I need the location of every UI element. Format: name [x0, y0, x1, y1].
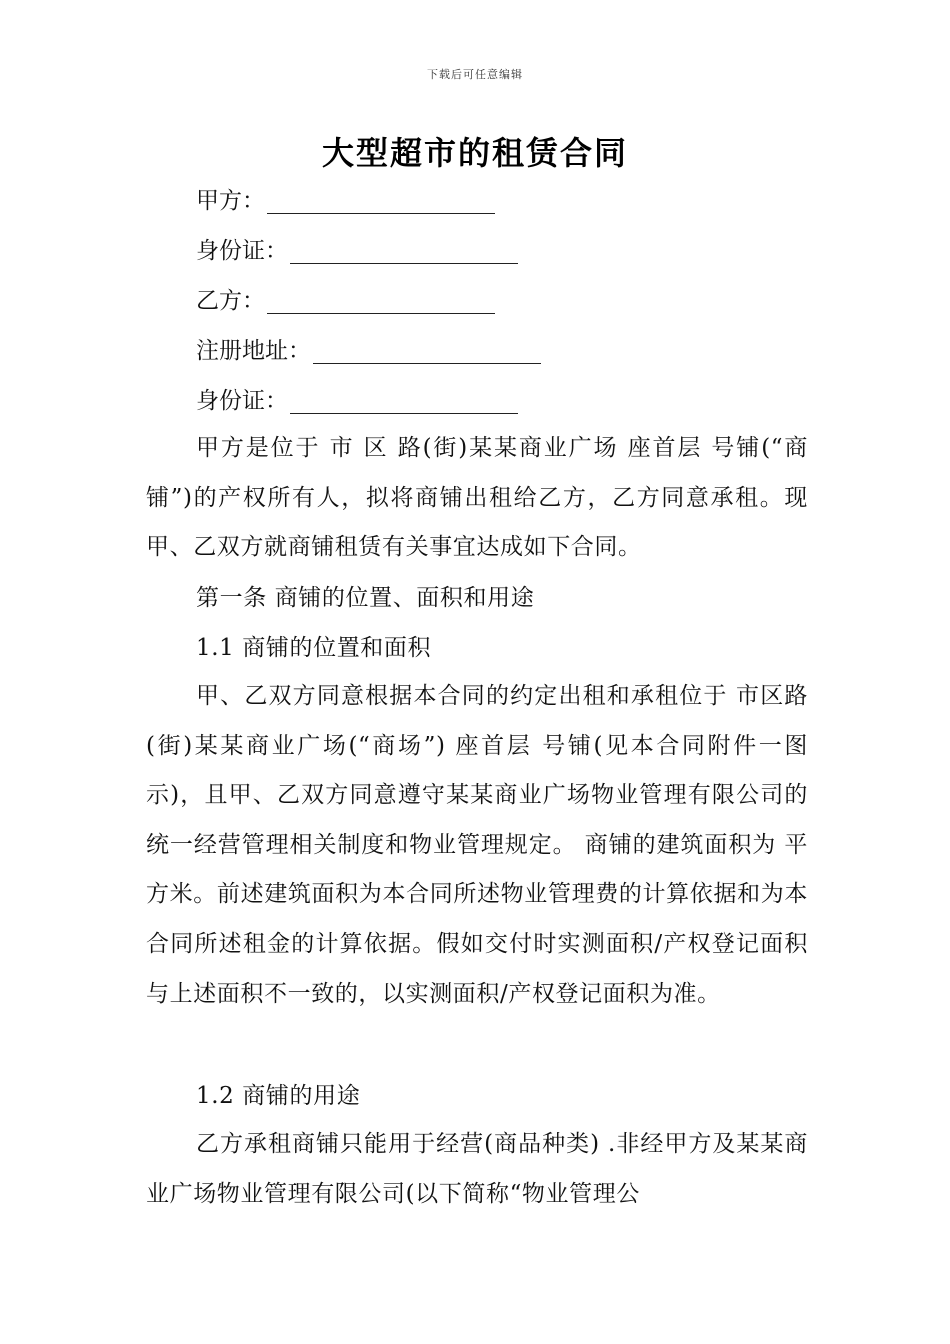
id-card-b-field — [196, 384, 518, 418]
id-card-b-blank — [290, 391, 518, 414]
party-b-label: 乙方： — [196, 288, 265, 314]
id-card-b-label: 身份证： — [196, 388, 288, 414]
party-b-field — [196, 284, 495, 318]
section-1-1-body: 甲、乙双方同意根据本合同的约定出租和承租位于 市区路(街)某某商业广场(“商场”) 座首层 号铺(见本合同附件一图示)，且甲、乙双方同意遵守某某商业广场物业管理有限公司的统一经营管理相关制度和物业管理规定。 商铺的建筑面积为 平方米。前述建筑面积为本合同所述物业管理费的计算依据和为本合同所述租金的计算依据。假如交付时实测面积/产权登记面积与上述面积不一致的，以实测面积/产权登记面积为准。 — [146, 683, 808, 1007]
registered-address-blank — [313, 341, 541, 364]
section-1-2-title: 1.2 商铺的用途 — [196, 1083, 361, 1109]
intro-paragraph: 甲方是位于 市 区 路(街)某某商业广场 座首层 号铺(“商铺”)的产权所有人，拟将商铺出租给乙方，乙方同意承租。现甲、乙双方就商铺租赁有关事宜达成如下合同。 — [146, 435, 808, 561]
article-1-title: 第一条 商铺的位置、面积和用途 — [196, 585, 535, 611]
party-a-blank — [267, 191, 495, 214]
document-title: 大型超市的租赁合同 — [321, 134, 628, 172]
party-a-field — [196, 184, 495, 218]
registered-address-label: 注册地址： — [196, 338, 311, 364]
party-a-label: 甲方： — [196, 188, 265, 214]
header-note: 下载后可任意编辑 — [427, 68, 523, 81]
id-card-a-field — [196, 234, 518, 268]
id-card-a-label: 身份证： — [196, 238, 288, 264]
section-1-2-body: 乙方承租商铺只能用于经营(商品种类) .非经甲方及某某商业广场物业管理有限公司(以下简称“物业管理公 — [146, 1131, 808, 1207]
registered-address-field — [196, 334, 541, 368]
id-card-a-blank — [290, 241, 518, 264]
section-1-1-title: 1.1 商铺的位置和面积 — [196, 635, 432, 661]
party-b-blank — [267, 291, 495, 314]
